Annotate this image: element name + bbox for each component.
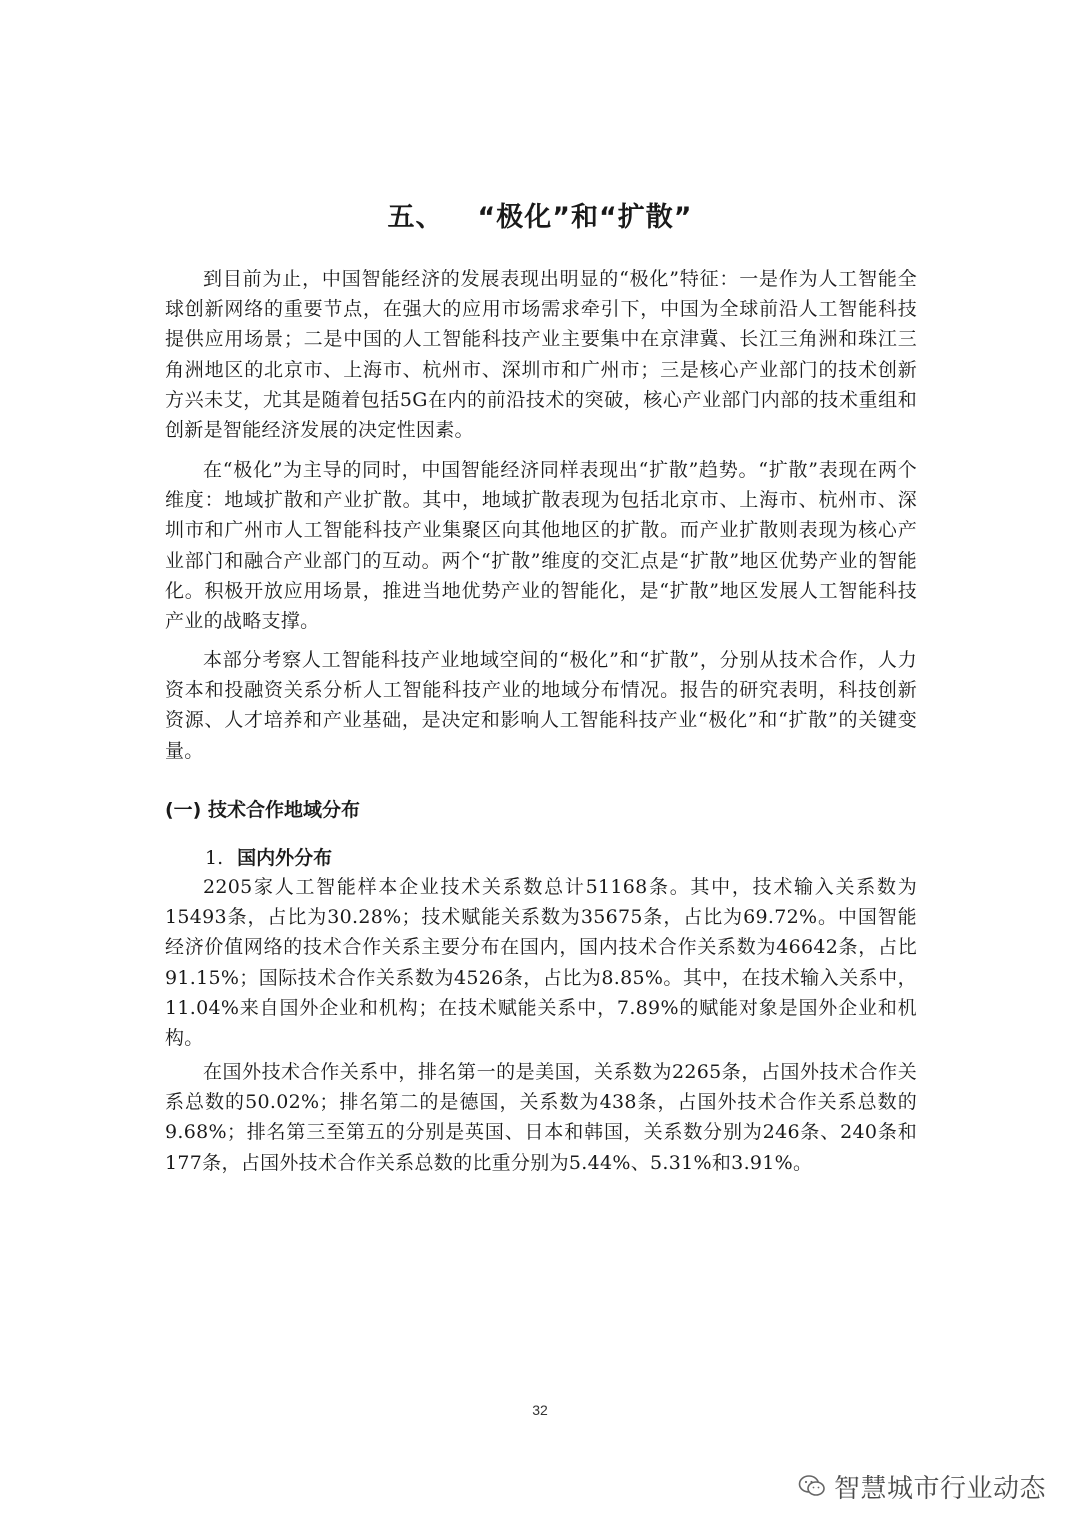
subsection-number: 1.	[205, 847, 224, 869]
chapter-number: 五、	[387, 202, 444, 233]
body-paragraph-3: 本部分考察人工智能科技产业地域空间的“极化”和“扩散”，分别从技术合作，人力资本和投融资关系分析人工智能科技产业的地域分布情况。报告的研究表明，科技创新资源、人才培养和产业基础，是决定和影响人工智能科技产业“极化”和“扩散”的关键变量。	[165, 649, 917, 762]
chapter-title-text: “极化”和“扩散”	[477, 202, 693, 233]
body-paragraph-1: 到目前为止，中国智能经济的发展表现出明显的“极化”特征：一是作为人工智能全球创新网络的重要节点，在强大的应用市场需求牵引下，中国为全球前沿人工智能科技提供应用场景；二是中国的人工智能科技产业主要集中在京津冀、长江三角洲和珠江三角洲地区的北京市、上海市、杭州市、深圳市和广州市；三是核心产业部门的技术创新方兴未艾，尤其是随着包括5G在内的前沿技术的突破，核心产业部门内部的技术重组和创新是智能经济发展的决定性因素。	[165, 268, 917, 442]
watermark	[798, 1466, 1046, 1506]
section-heading: (一) 技术合作地域分布	[165, 799, 360, 821]
chapter-title	[0, 195, 1080, 234]
subsection-heading-text: 国内外分布	[237, 847, 333, 869]
body-paragraph-2: 在“极化”为主导的同时，中国智能经济同样表现出“扩散”趋势。“扩散”表现在两个维度：地域扩散和产业扩散。其中，地域扩散表现为包括北京市、上海市、杭州市、深圳市和广州市人工智能科技产业集聚区向其他地区的扩散。而产业扩散则表现为核心产业部门和融合产业部门的互动。两个“扩散”维度的交汇点是“扩散”地区优势产业的智能化。积极开放应用场景，推进当地优势产业的智能化，是“扩散”地区发展人工智能科技产业的战略支撑。	[165, 459, 917, 633]
body-paragraph-5: 在国外技术合作关系中，排名第一的是美国，关系数为2265条，占国外技术合作关系总数的50.02%；排名第二的是德国，关系数为438条，占国外技术合作关系总数的9.68%；排名第三至第五的分别是英国、日本和韩国，关系数分别为246条、240条和177条，占国外技术合作关系总数的比重分别为5.44%、5.31%和3.91%。	[165, 1061, 917, 1174]
body-paragraph-4: 2205家人工智能样本企业技术关系数总计51168条。其中，技术输入关系数为15493条，占比为30.28%；技术赋能关系数为35675条，占比为69.72%。中国智能经济价值网络的技术合作关系主要分布在国内，国内技术合作关系数为46642条，占比91.15%；国际技术合作关系数为4526条，占比为8.85%。其中，在技术输入关系中，11.04%来自国外企业和机构；在技术赋能关系中，7.89%的赋能对象是国外企业和机构。	[165, 876, 917, 1050]
watermark-text: 智慧城市行业动态	[833, 1473, 1046, 1504]
subsection-heading	[205, 843, 332, 870]
page-number: 32	[532, 1402, 548, 1418]
wechat-icon	[798, 1474, 826, 1498]
